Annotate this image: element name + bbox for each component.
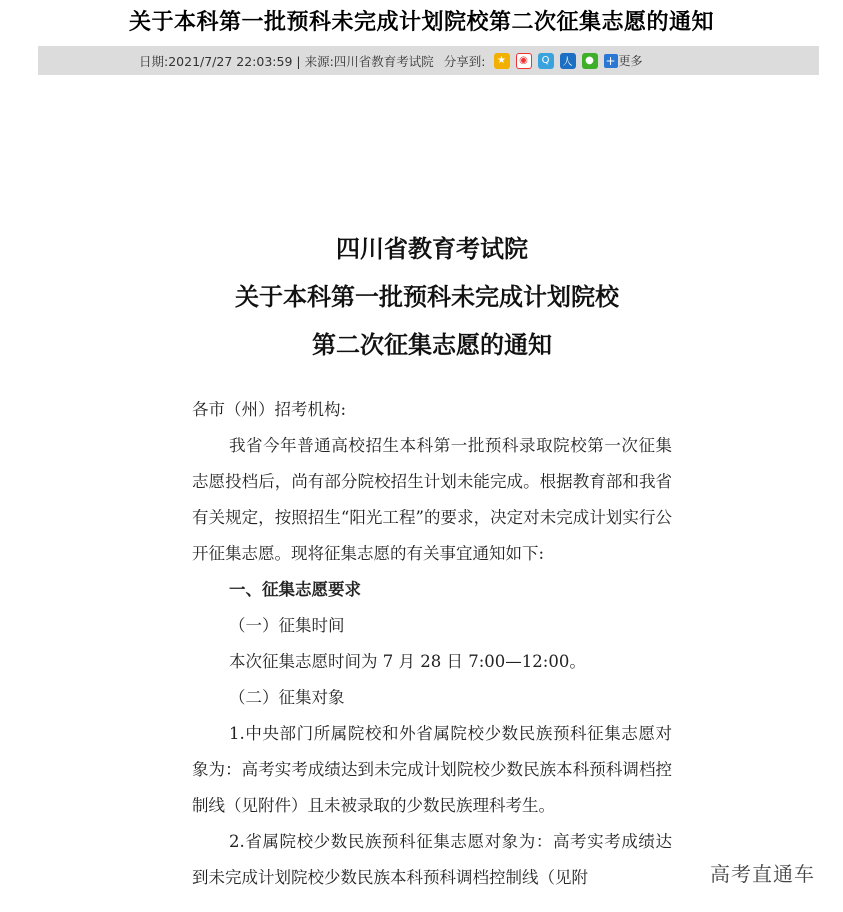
section-1-title: 一、征集志愿要求 [229, 580, 361, 599]
weibo-icon[interactable]: ◉ [516, 53, 532, 69]
subsection-1-text: 本次征集志愿时间为 7 月 28 日 7:00—12:00。 [229, 652, 586, 671]
subsection-1-title: （一）征集时间 [229, 616, 345, 635]
watermark: 高考直通车 [710, 862, 815, 886]
subsection-2-title: （二）征集对象 [229, 688, 345, 707]
share-label: 分享到: [443, 53, 486, 69]
salutation: 各市（州）招考机构: [192, 400, 347, 419]
article-meta-info: 日期:2021/7/27 22:03:59 | 来源:四川省教育考试院 [139, 53, 434, 69]
share-more-label: 更多 [618, 54, 643, 68]
intro-paragraph: 我省今年普通高校招生本科第一批预科录取院校第一次征集志愿投档后，尚有部分院校招生计划未能完成。根据教育部和我省有关规定，按照招生“阳光工程”的要求，决定对未完成计划实行公开征集志愿。现将征集志愿的有关事宜通知如下: [192, 436, 672, 563]
document-heading [192, 225, 672, 369]
heading-line-3: 第二次征集志愿的通知 [312, 330, 552, 359]
document-scan [192, 225, 672, 887]
item-2-paragraph: 2.省属院校少数民族预科征集志愿对象为：高考实考成绩达到未完成计划院校少数民族本科预科调档控制线（见附 [192, 832, 672, 887]
share-more-button[interactable] [604, 52, 643, 69]
heading-line-2: 关于本科第一批预科未完成计划院校 [235, 282, 619, 311]
document-body [192, 392, 672, 896]
share-icons [488, 53, 598, 69]
renren-icon[interactable]: 人 [560, 53, 576, 69]
wechat-icon[interactable]: ● [582, 53, 598, 69]
tencent-weibo-icon[interactable]: Q [538, 53, 554, 69]
page-title: 关于本科第一批预科未完成计划院校第二次征集志愿的通知 [128, 10, 714, 35]
qzone-icon[interactable]: ★ [494, 53, 510, 69]
item-1-paragraph: 1.中央部门所属院校和外省属院校少数民族预科征集志愿对象为：高考实考成绩达到未完成计划院校少数民族本科预科调档控制线（见附件）且未被录取的少数民族理科考生。 [192, 724, 672, 815]
plus-icon: + [605, 53, 616, 68]
heading-line-1: 四川省教育考试院 [336, 234, 528, 263]
article-meta-bar [38, 46, 819, 75]
